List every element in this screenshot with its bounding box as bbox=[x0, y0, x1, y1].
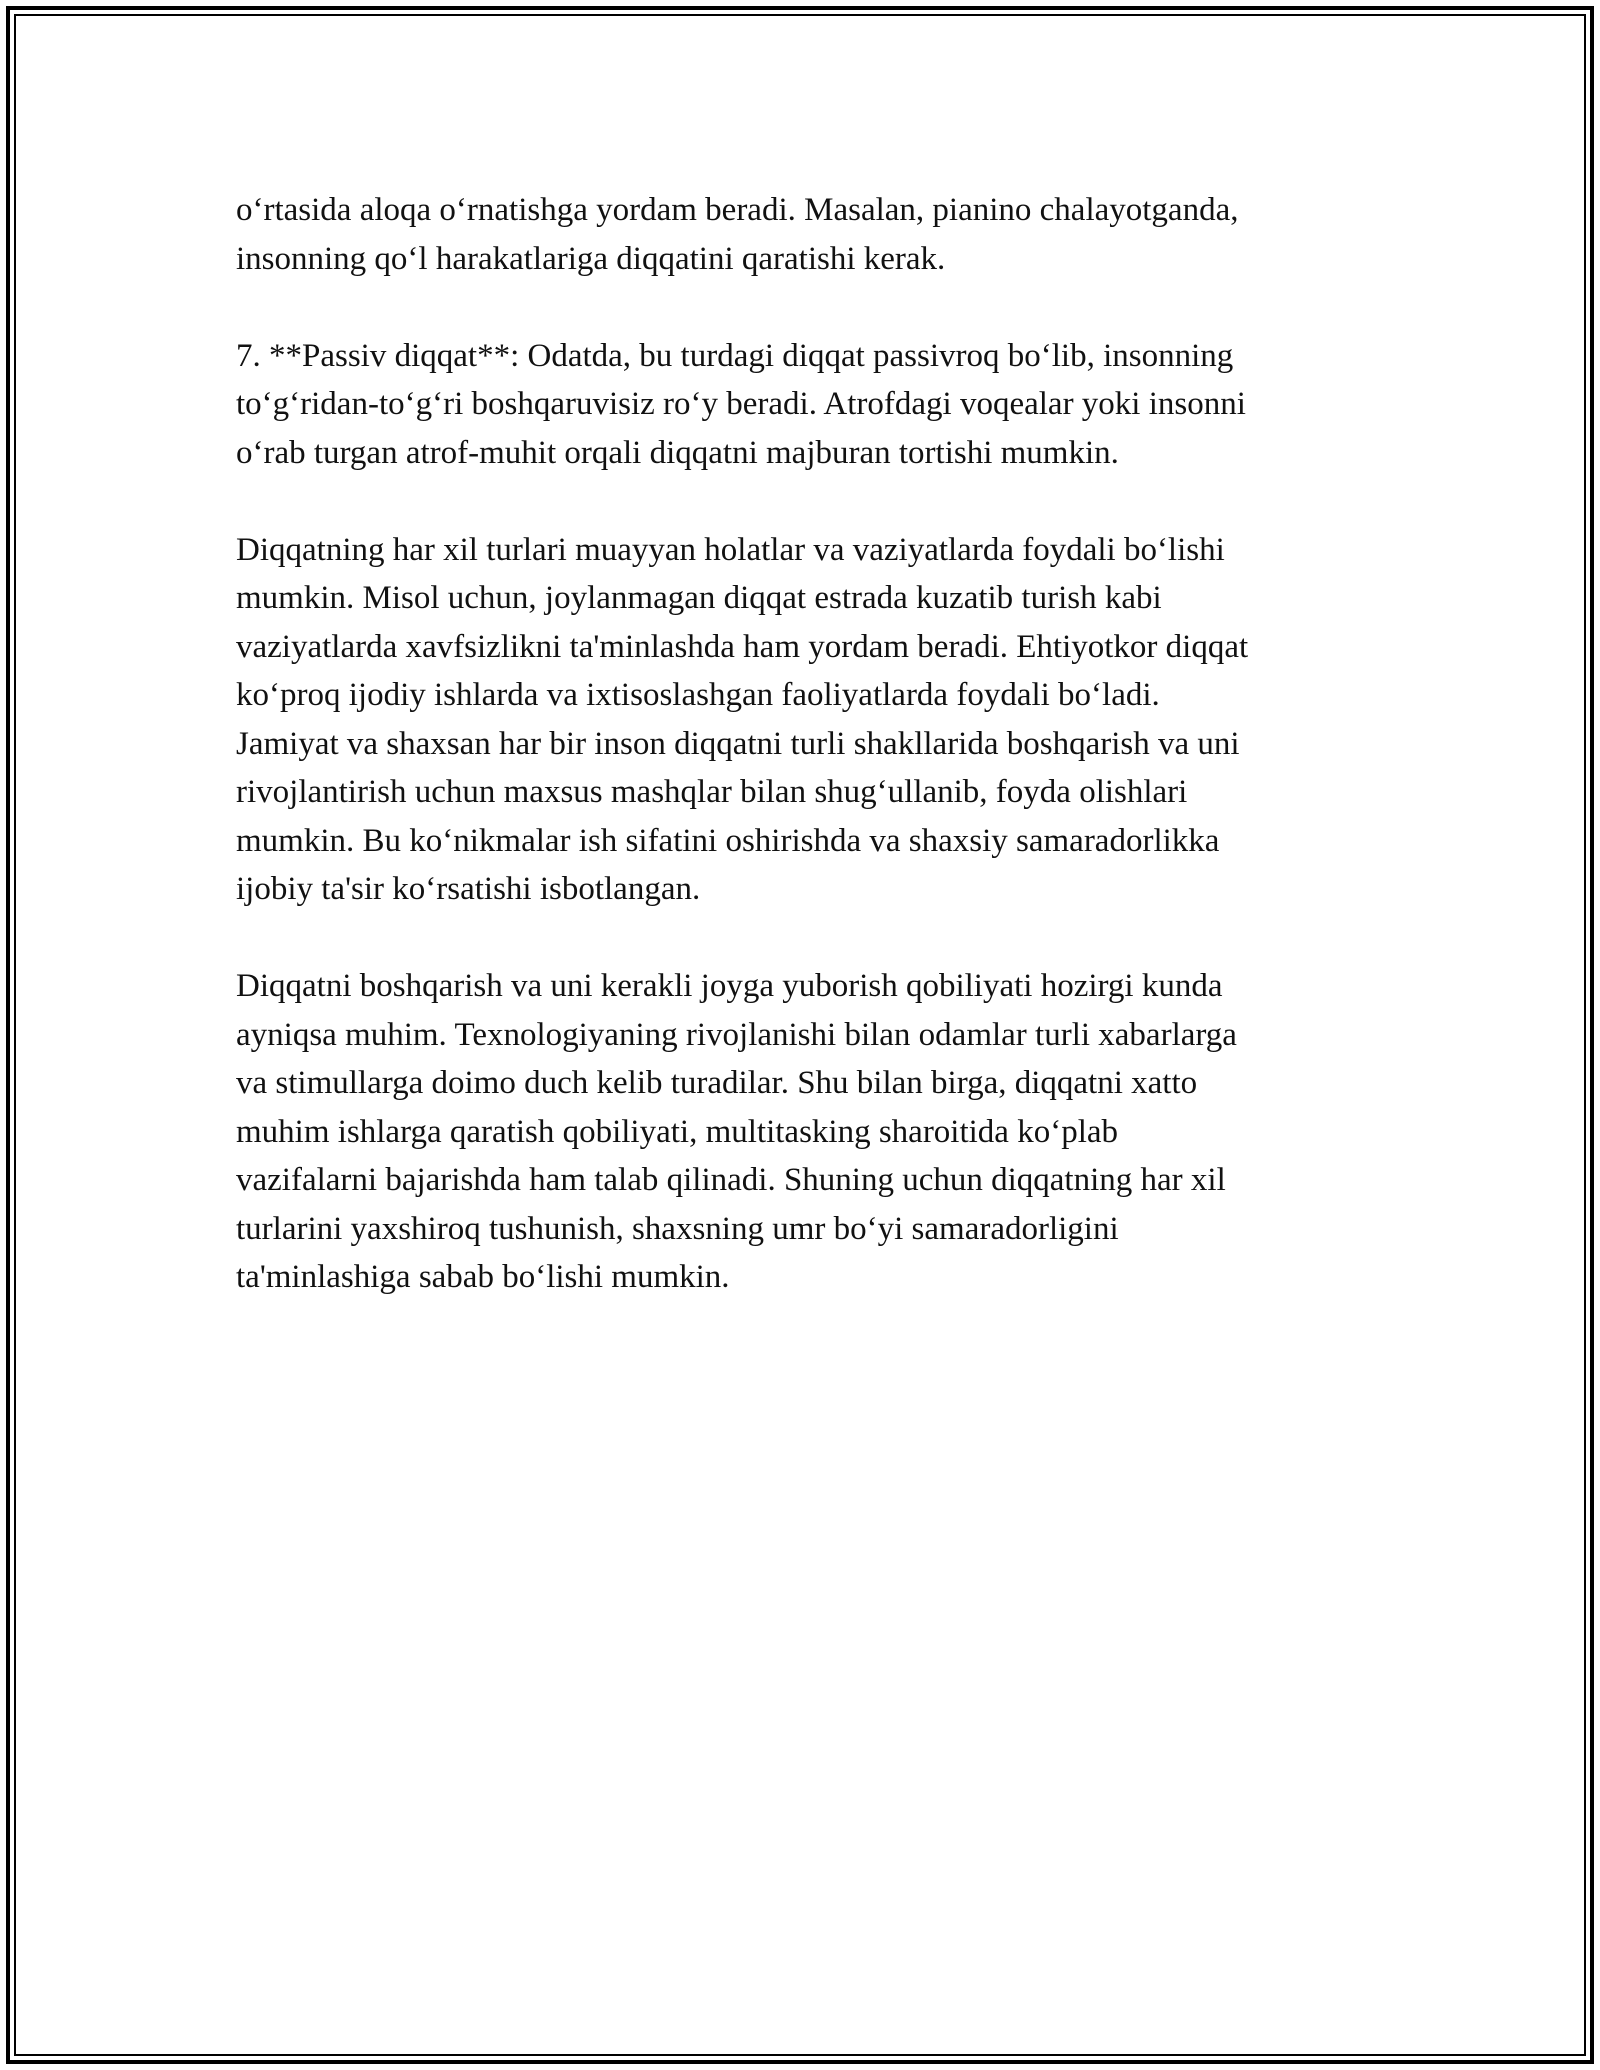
paragraph-passive-attention: 7. **Passiv diqqat**: Odatda, bu turdagi diqqat passivroq bo‘lib, insonning to‘g‘ridan-to‘g‘ri boshqaruvisiz ro‘y beradi. Atrofdagi voqealar yoki insonni o‘rab turgan atrof-muhit orqali diqqatni majburan tortishi mumkin. bbox=[236, 337, 1246, 471]
document-body bbox=[236, 186, 1376, 1350]
paragraph-attention-management: Diqqatni boshqarish va uni kerakli joyga yuborish qobiliyati hozirgi kunda ayniqsa muhim. Texnologiyaning rivojlanishi bilan odamlar turli xabarlarga va stimullarga doimo duch kelib turadilar. Shu bilan birga, diqqatni xatto muhim ishlarga qaratish qobiliyati, multitasking sharoitida ko‘plab vazifalarni bajarishda ham talab qilinadi. Shuning uchun diqqatning har xil turlarini yaxshiroq tushunish, shaxsning umr bo‘yi samaradorligini ta'minlashiga sabab bo‘lishi mumkin. bbox=[236, 968, 1237, 1295]
paragraph-continuation: o‘rtasida aloqa o‘rnatishga yordam beradi. Masalan, pianino chalayotganda, insonning qo‘l harakatlariga diqqatini qaratishi kerak. bbox=[236, 192, 1239, 277]
paragraph-attention-types-usefulness: Diqqatning har xil turlari muayyan holatlar va vaziyatlarda foydali bo‘lishi mumkin. Misol uchun, joylanmagan diqqat estrada kuzatib turish kabi vaziyatlarda xavfsizlikni ta'minlashda ham yordam beradi. Ehtiyotkor diqqat ko‘proq ijodiy ishlarda va ixtisoslashgan faoliyatlarda foydali bo‘ladi. Jamiyat va shaxsan har bir inson diqqatni turli shakllarida boshqarish va uni rivojlantirish uchun maxsus mashqlar bilan shug‘ullanib, foyda olishlari mumkin. Bu ko‘nikmalar ish sifatini oshirishda va shaxsiy samaradorlikka ijobiy ta'sir ko‘rsatishi isbotlangan. bbox=[236, 531, 1249, 907]
